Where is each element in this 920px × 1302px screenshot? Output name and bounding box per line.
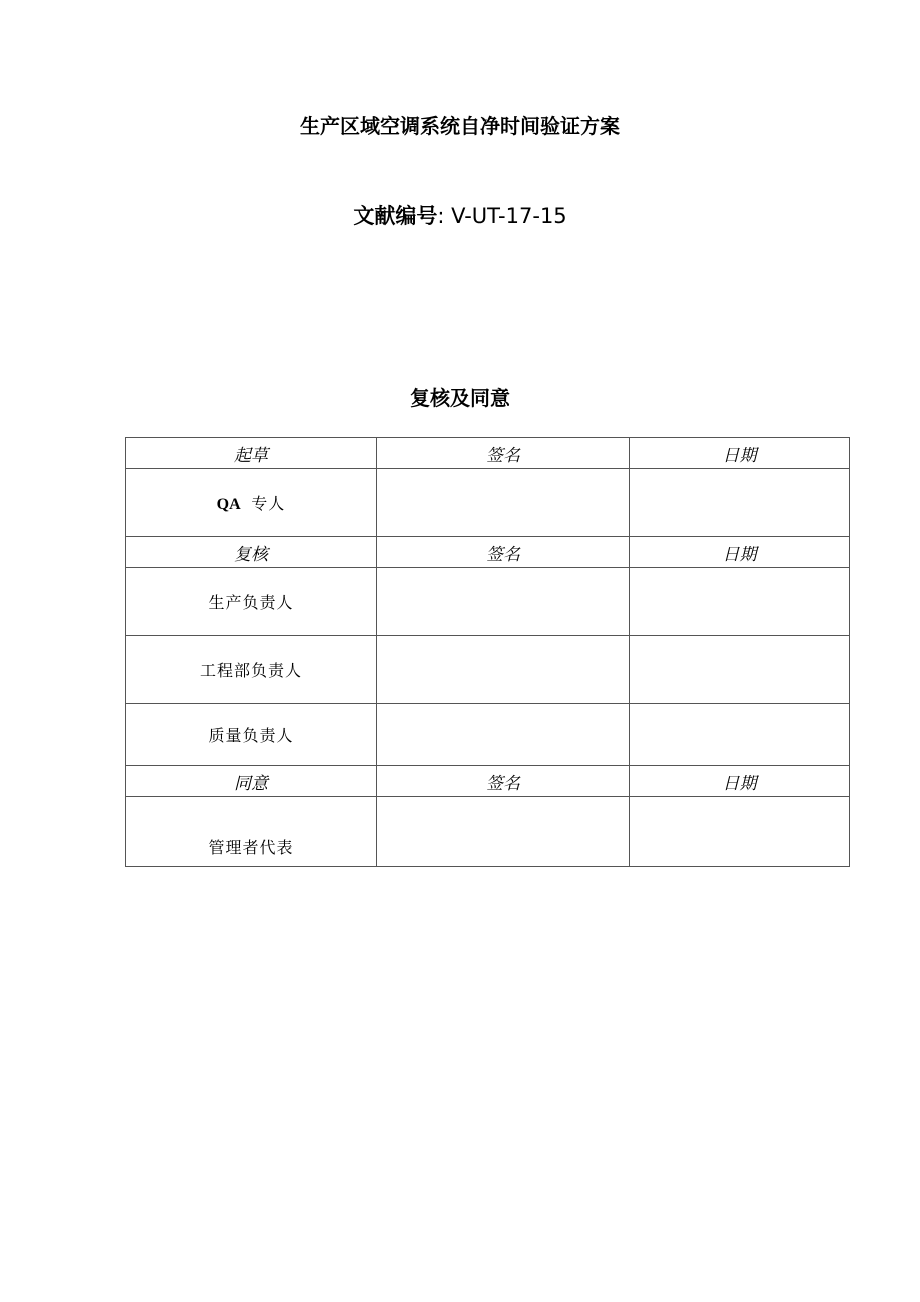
signature-cell[interactable] bbox=[377, 568, 630, 636]
role-cell: 生产负责人 bbox=[126, 568, 377, 636]
role-cell: 质量负责人 bbox=[126, 704, 377, 766]
signature-cell[interactable] bbox=[377, 704, 630, 766]
date-cell[interactable] bbox=[630, 797, 850, 867]
draft-header-date: 日期 bbox=[630, 438, 850, 469]
signature-cell[interactable] bbox=[377, 469, 630, 537]
role-label: 专人 bbox=[240, 494, 286, 513]
section-title: 复核及同意 bbox=[410, 386, 510, 410]
role-cell: 工程部负责人 bbox=[126, 636, 377, 704]
approve-header-row bbox=[126, 766, 850, 797]
approve-header-signature: 签名 bbox=[377, 766, 630, 797]
date-cell[interactable] bbox=[630, 469, 850, 537]
approve-header-role: 同意 bbox=[126, 766, 377, 797]
approve-header-date: 日期 bbox=[630, 766, 850, 797]
document-number-value: : V-UT-17-15 bbox=[437, 204, 567, 228]
table-row bbox=[126, 469, 850, 537]
role-cell bbox=[126, 469, 377, 537]
table-row bbox=[126, 797, 850, 867]
qa-prefix: QA bbox=[216, 496, 241, 513]
table-row bbox=[126, 704, 850, 766]
review-header-signature: 签名 bbox=[377, 537, 630, 568]
approval-table bbox=[125, 437, 850, 867]
review-header-date: 日期 bbox=[630, 537, 850, 568]
document-number bbox=[0, 200, 920, 230]
table-row bbox=[126, 636, 850, 704]
signature-cell[interactable] bbox=[377, 797, 630, 867]
draft-header-row bbox=[126, 438, 850, 469]
signature-cell[interactable] bbox=[377, 636, 630, 704]
review-header-role: 复核 bbox=[126, 537, 377, 568]
role-cell: 管理者代表 bbox=[126, 797, 377, 867]
date-cell[interactable] bbox=[630, 704, 850, 766]
draft-header-signature: 签名 bbox=[377, 438, 630, 469]
table-row bbox=[126, 568, 850, 636]
document-number-label: 文献编号 bbox=[353, 204, 438, 228]
draft-header-role: 起草 bbox=[126, 438, 377, 469]
review-header-row bbox=[126, 537, 850, 568]
date-cell[interactable] bbox=[630, 636, 850, 704]
date-cell[interactable] bbox=[630, 568, 850, 636]
document-title: 生产区域空调系统自净时间验证方案 bbox=[300, 114, 620, 138]
